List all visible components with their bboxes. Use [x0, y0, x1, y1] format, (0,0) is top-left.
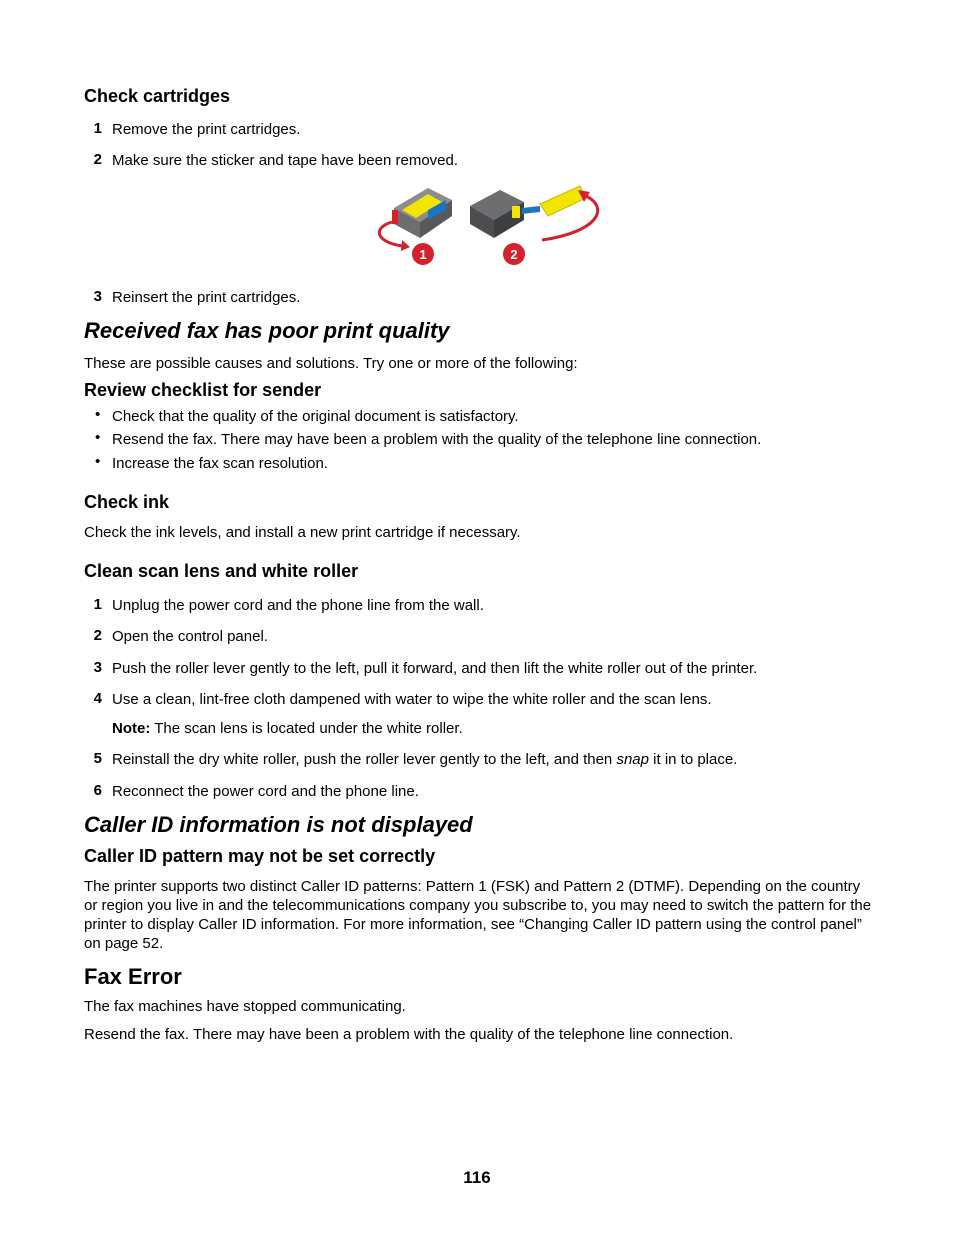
step-number: 5	[93, 750, 102, 767]
step-number: 1	[93, 596, 102, 613]
black-cartridge-icon	[470, 190, 524, 238]
caller-id-paragraph: The printer supports two distinct Caller ID patterns: Pattern 1 (FSK) and Pattern 2 (DTMF). Depending on the country or region you live in and the telecommunications company you subscribe to, you may need to switch the pattern for the printer to display Caller ID information. For more information, see “Changing Caller ID pattern using the control panel” on page 52.	[84, 878, 872, 952]
step-number: 2	[93, 151, 102, 168]
intro-text: These are possible causes and solutions. Try one or more of the following:	[84, 355, 578, 372]
bullet-marker: •	[95, 406, 101, 423]
section-heading-fax-error: Fax Error	[84, 964, 182, 989]
section-heading-caller-id: Caller ID information is not displayed	[84, 812, 473, 837]
subheading-review-checklist: Review checklist for sender	[84, 380, 322, 400]
fax-error-line-2: Resend the fax. There may have been a problem with the quality of the telephone line connection.	[84, 1026, 734, 1043]
bullet-text: Resend the fax. There may have been a problem with the quality of the telephone line connection.	[112, 431, 762, 448]
subheading-check-ink: Check ink	[84, 492, 170, 512]
step-text: Push the roller lever gently to the left, pull it forward, and then lift the white roller out of the printer.	[112, 660, 758, 677]
step-text: Make sure the sticker and tape have been removed.	[112, 152, 459, 169]
bullet-marker: •	[95, 453, 101, 470]
bullet-marker: •	[95, 429, 101, 446]
step-number: 2	[93, 627, 102, 644]
section-heading-check-cartridges: Check cartridges	[84, 86, 231, 106]
note	[112, 719, 463, 738]
note-label: Note:	[112, 720, 151, 737]
step-number: 1	[93, 120, 102, 137]
page-number: 116	[463, 1168, 491, 1187]
step-text: Remove the print cartridges.	[112, 121, 301, 138]
step-number: 6	[93, 782, 102, 799]
fax-error-line-1: The fax machines have stopped communicating.	[84, 998, 406, 1015]
subheading-clean-scan-lens: Clean scan lens and white roller	[84, 561, 359, 581]
step-text: Use a clean, lint-free cloth dampened with water to wipe the white roller and the scan lens.	[112, 691, 712, 708]
color-cartridge-icon	[392, 188, 452, 238]
step-number: 3	[93, 659, 102, 676]
cartridge-illustration	[372, 180, 612, 272]
check-ink-text: Check the ink levels, and install a new print cartridge if necessary.	[84, 524, 521, 541]
step-text: Open the control panel.	[112, 628, 268, 645]
callout-label-2: 2	[510, 247, 518, 262]
step-number: 3	[93, 288, 102, 305]
step-text: Reinstall the dry white roller, push the roller lever gently to the left, and then snap it in to place.	[112, 751, 738, 768]
step-text: Unplug the power cord and the phone line from the wall.	[112, 597, 484, 614]
bullet-text: Increase the fax scan resolution.	[112, 455, 328, 472]
step-text: Reconnect the power cord and the phone line.	[112, 783, 419, 800]
step-number: 4	[93, 690, 102, 707]
step-text: Reinsert the print cartridges.	[112, 289, 301, 306]
section-heading-received-fax: Received fax has poor print quality	[84, 318, 450, 343]
subheading-caller-id-pattern: Caller ID pattern may not be set correctly	[84, 846, 436, 866]
bullet-text: Check that the quality of the original document is satisfactory.	[112, 408, 519, 425]
callout-label-1: 1	[419, 247, 427, 262]
note-text: The scan lens is located under the white roller.	[150, 720, 463, 737]
